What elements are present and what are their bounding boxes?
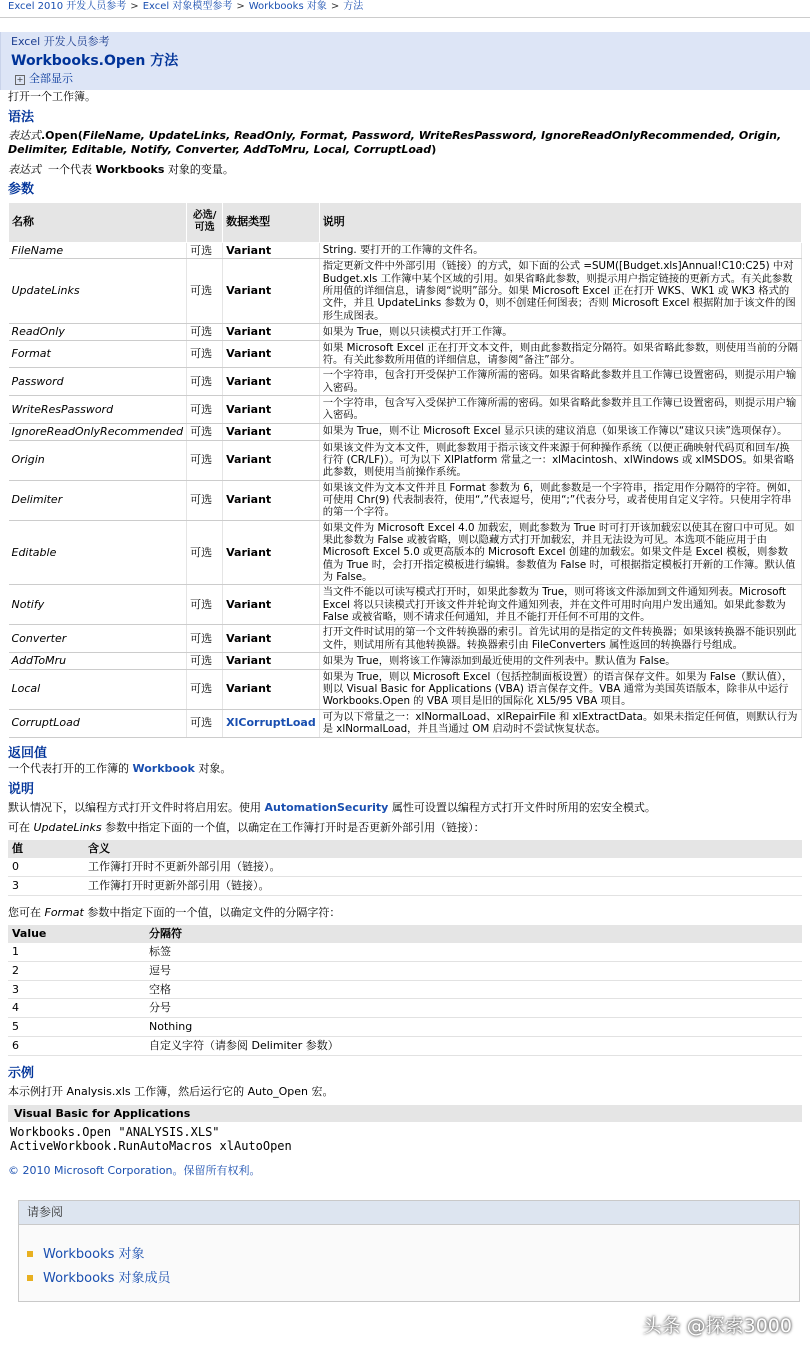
col-name: 名称 xyxy=(9,202,187,242)
value-cell: 3 xyxy=(8,876,84,895)
col-required: 必选/可选 xyxy=(187,202,223,242)
param-description: 指定更新文件中外部引用（链接）的方式，如下面的公式 =SUM([Budget.xls]Annual!C10:C25) 中对 Budget.xls 工作簿中某个区域的引用。如果省略此参数，则提示用户指定链接的更新方式。有关此参数所用值的详细信息，请参阅“说明”部分。如果 Microsoft Excel 正在打开 WKS、WK1 或 WK3 格式的文件，并且 UpdateLinks 参数为 0，则不创建任何图表；否则 Microsoft Excel 根据附加于该文件的图形生成图表。 xyxy=(319,259,801,324)
see-also-list xyxy=(19,1247,799,1302)
param-required: 可选 xyxy=(187,396,223,424)
params-table xyxy=(8,202,802,738)
see-also-item xyxy=(27,1271,799,1287)
copyright-link[interactable]: © 2010 Microsoft Corporation。保留所有权利。 xyxy=(8,1163,261,1177)
see-also-item xyxy=(27,1247,799,1263)
syntax-expr-desc xyxy=(8,163,802,177)
param-required: 可选 xyxy=(187,340,223,368)
param-row xyxy=(9,340,802,368)
expr-label: 表达式 xyxy=(8,162,41,176)
param-type: Variant xyxy=(223,480,320,520)
param-name: Notify xyxy=(9,585,187,625)
param-type: Variant xyxy=(223,669,320,709)
syntax-expr: 表达式 xyxy=(8,129,41,142)
remarks-p1 xyxy=(8,801,802,815)
param-required: 可选 xyxy=(187,709,223,737)
param-description: 一个字符串，包含打开受保护工作簿所需的密码。如果省略此参数并且工作簿已设置密码，则提示用户输入密码。 xyxy=(319,368,801,396)
param-required: 可选 xyxy=(187,585,223,625)
page-header xyxy=(0,32,810,90)
remarks-p2 xyxy=(8,821,802,835)
expand-all-toggle[interactable] xyxy=(15,72,800,86)
meaning-cell: 工作簿打开时不更新外部引用（链接）。 xyxy=(84,858,802,876)
table-row xyxy=(8,999,802,1018)
expr-desc-bold: Workbooks xyxy=(95,162,165,176)
syntax-args: FileName, UpdateLinks, ReadOnly, Format, Password, WriteResPassword, IgnoreReadOnlyRecommended, Origin, Delimiter, Editable, Notify, Converter, AddToMru, Local, CorruptLoad xyxy=(8,129,782,156)
param-type: Variant xyxy=(223,625,320,653)
param-row xyxy=(9,242,802,259)
return-heading: 返回值 xyxy=(8,745,48,761)
table-row xyxy=(8,980,802,999)
remarks-p3-a: 您可在 xyxy=(8,905,45,919)
main-content xyxy=(0,90,810,1178)
value-cell: 0 xyxy=(8,858,84,876)
param-name: FileName xyxy=(9,242,187,259)
meaning-cell: Nothing xyxy=(145,1018,802,1037)
syntax-method: .Open( xyxy=(41,129,83,142)
param-type: Variant xyxy=(223,340,320,368)
page-title: Workbooks.Open 方法 xyxy=(11,52,179,69)
param-description: String. 要打开的工作簿的文件名。 xyxy=(319,242,801,259)
remarks-p3 xyxy=(8,906,802,920)
param-required: 可选 xyxy=(187,368,223,396)
param-name: ReadOnly xyxy=(9,323,187,340)
param-name: Converter xyxy=(9,625,187,653)
value-cell: 1 xyxy=(8,943,145,961)
param-type: Variant xyxy=(223,423,320,440)
workbooks-members-link[interactable]: Workbooks 对象成员 xyxy=(43,1270,171,1286)
param-name: UpdateLinks xyxy=(9,259,187,324)
expr-desc-tail: 对象的变量。 xyxy=(164,162,234,176)
code-block[interactable] xyxy=(10,1126,802,1154)
param-name: Delimiter xyxy=(9,480,187,520)
param-description: 如果 Microsoft Excel 正在打开文本文件，则由此参数指定分隔符。如果省略此参数，则使用当前的分隔符。有关此参数所用值的详细信息，请参阅“备注”部分。 xyxy=(319,340,801,368)
param-name: CorruptLoad xyxy=(9,709,187,737)
syntax-close: ) xyxy=(431,142,437,156)
param-description: 如果该文件为文本文件并且 Format 参数为 6，则此参数是一个字符串，指定用作分隔符的字符。例如，可使用 Chr(9) 代表制表符，使用“,”代表逗号，使用“;”代表分号，或者使用自定义字符。只使用字符串的第一个字符。 xyxy=(319,480,801,520)
param-type: Variant xyxy=(223,520,320,585)
meaning-cell: 空格 xyxy=(145,980,802,999)
remarks-p2-a: 可在 xyxy=(8,820,34,834)
meaning-cell: 标签 xyxy=(145,943,802,961)
param-required: 可选 xyxy=(187,423,223,440)
param-row xyxy=(9,625,802,653)
param-row xyxy=(9,323,802,340)
param-type: Variant xyxy=(223,368,320,396)
table-row xyxy=(8,858,802,876)
example-heading: 示例 xyxy=(8,1065,35,1081)
param-row xyxy=(9,423,802,440)
param-row xyxy=(9,259,802,324)
param-description: 如果为 True，则以只读模式打开工作簿。 xyxy=(319,323,801,340)
meaning-cell: 逗号 xyxy=(145,961,802,980)
code-line: Workbooks.Open "ANALYSIS.XLS" xyxy=(10,1125,220,1140)
breadcrumb-link-methods[interactable]: 方法 xyxy=(343,1,364,12)
intro-text: 打开一个工作簿。 xyxy=(8,90,96,103)
param-row xyxy=(9,669,802,709)
param-required: 可选 xyxy=(187,440,223,480)
remarks-p3-b: 参数中指定下面的一个值，以确定文件的分隔字符： xyxy=(83,905,341,919)
header-subtitle: Excel 开发人员参考 xyxy=(11,35,110,48)
workbook-link[interactable]: Workbook xyxy=(132,761,195,775)
param-type: Variant xyxy=(223,653,320,670)
param-description: 如果文件为 Microsoft Excel 4.0 加载宏，则此参数为 True 时可打开该加载宏以使其在窗口中可见。如果此参数为 False 或被省略，则以隐藏方式打开加载宏，并且无法设为可见。本选项不能应用于由 Microsoft Excel 5.0 或更高版本的 Microsoft Excel 创建的加载宏。如果文件是 Excel 模板，则参数值为 True 时，会打开指定模板进行编辑。参数值为 False 时，可根据指定模板打开新的工作簿。默认值为 False。 xyxy=(319,520,801,585)
example-text: 本示例打开 Analysis.xls 工作簿，然后运行它的 Auto_Open 宏。 xyxy=(8,1084,334,1098)
param-name: AddToMru xyxy=(9,653,187,670)
param-type: Variant xyxy=(223,585,320,625)
param-name: Local xyxy=(9,669,187,709)
breadcrumb xyxy=(0,0,810,18)
param-description: 当文件不能以可读写模式打开时，如果此参数为 True，则可将该文件添加到文件通知列表。Microsoft Excel 将以只读模式打开该文件并轮询文件通知列表，并在文件可用时向用户发出通知。如果此参数为 False 或被省略，则不请求任何通知，并且不能打开任何不可用的文件。 xyxy=(319,585,801,625)
param-name: Origin xyxy=(9,440,187,480)
t2-col-delimiter: 分隔符 xyxy=(145,925,802,943)
param-description: 如果该文件为文本文件，则此参数用于指示该文件来源于何种操作系统（以便正确映射代码页和回车/换行符 (CR/LF)）。可为以下 XlPlatform 常量之一：xlMacintosh、xlWindows 或 xlMSDOS。如果省略此参数，则使用当前操作系统。 xyxy=(319,440,801,480)
meaning-cell: 自定义字符（请参阅 Delimiter 参数） xyxy=(145,1036,802,1055)
param-name: Format xyxy=(9,340,187,368)
code-language-header: Visual Basic for Applications xyxy=(8,1105,802,1123)
col-type: 数据类型 xyxy=(223,202,320,242)
meaning-cell: 分号 xyxy=(145,999,802,1018)
table-row xyxy=(8,943,802,961)
param-type[interactable]: XlCorruptLoad xyxy=(223,709,320,737)
bullet-icon xyxy=(27,1251,33,1257)
remarks-p2-b: 参数中指定下面的一个值，以确定在工作簿打开时是否更新外部引用（链接）： xyxy=(101,820,485,834)
value-cell: 3 xyxy=(8,980,145,999)
breadcrumb-link-dev-ref[interactable]: Excel 2010 开发人员参考 xyxy=(8,1,127,12)
watermark: 头条 @探索3000 xyxy=(642,1315,792,1338)
param-row xyxy=(9,440,802,480)
breadcrumb-separator: > xyxy=(130,1,139,12)
param-required: 可选 xyxy=(187,625,223,653)
param-name: IgnoreReadOnlyRecommended xyxy=(9,423,187,440)
param-type: Variant xyxy=(223,242,320,259)
remarks-p1-a: 默认情况下，以编程方式打开文件时将启用宏。使用 xyxy=(8,800,265,814)
syntax-line xyxy=(8,129,802,157)
param-row xyxy=(9,653,802,670)
param-required: 可选 xyxy=(187,259,223,324)
remarks-p1-b: 属性可设置以编程方式打开文件时所用的宏安全模式。 xyxy=(388,800,656,814)
remarks-p3-i: Format xyxy=(44,905,84,919)
table-row xyxy=(8,876,802,895)
t2-col-value: Value xyxy=(8,925,145,943)
param-description: 如果为 True，则将该工作簿添加到最近使用的文件列表中。默认值为 False。 xyxy=(319,653,801,670)
breadcrumb-separator: > xyxy=(236,1,245,12)
see-also-panel xyxy=(18,1200,800,1303)
param-row xyxy=(9,368,802,396)
value-cell: 5 xyxy=(8,1018,145,1037)
expr-desc-text: 一个代表 xyxy=(48,162,96,176)
param-required: 可选 xyxy=(187,669,223,709)
table-row xyxy=(8,961,802,980)
breadcrumb-separator: > xyxy=(330,1,340,12)
col-desc: 说明 xyxy=(319,202,801,242)
automation-security-link[interactable]: AutomationSecurity xyxy=(264,800,389,814)
params-heading: 参数 xyxy=(8,182,35,198)
t1-col-meaning: 含义 xyxy=(84,840,802,858)
value-cell: 6 xyxy=(8,1036,145,1055)
param-row xyxy=(9,480,802,520)
param-name: Editable xyxy=(9,520,187,585)
return-text xyxy=(8,762,802,776)
param-row xyxy=(9,520,802,585)
param-description: 如果为 True，则以 Microsoft Excel（包括控制面板设置）的语言保存文件。如果为 False（默认值），则以 Visual Basic for Applications (VBA) 语言保存文件。VBA 通常为美国英语版本，除非从中运行 Workbooks.Open 的 VBA 项目是旧的国际化 XL5/95 VBA 项目。 xyxy=(319,669,801,709)
param-type: Variant xyxy=(223,323,320,340)
param-type: Variant xyxy=(223,440,320,480)
breadcrumb-link-object-model[interactable]: Excel 对象模型参考 xyxy=(142,1,233,12)
updatelinks-table xyxy=(8,840,802,895)
value-cell: 4 xyxy=(8,999,145,1018)
return-text-b: 对象。 xyxy=(194,761,232,775)
table-row xyxy=(8,1018,802,1037)
param-type: Variant xyxy=(223,259,320,324)
param-name: WriteResPassword xyxy=(9,396,187,424)
see-also-heading: 请参阅 xyxy=(19,1201,799,1225)
param-description: 打开文件时试用的第一个文件转换器的索引。首先试用的是指定的文件转换器；如果该转换器不能识别此文件，则试用所有其他转换器。转换器索引由 FileConverters 属性返回的转换器行号组成。 xyxy=(319,625,801,653)
table-row xyxy=(8,1036,802,1055)
param-name: Password xyxy=(9,368,187,396)
breadcrumb-link-workbooks[interactable]: Workbooks 对象 xyxy=(248,1,327,12)
plus-box-icon: + xyxy=(16,75,24,85)
param-description: 一个字符串，包含写入受保护工作簿所需的密码。如果省略此参数并且工作簿已设置密码，则提示用户输入密码。 xyxy=(319,396,801,424)
param-description: 如果为 True，则不让 Microsoft Excel 显示只读的建议消息（如果该工作簿以“建议只读”选项保存）。 xyxy=(319,423,801,440)
syntax-heading: 语法 xyxy=(8,109,35,125)
param-required: 可选 xyxy=(187,323,223,340)
meaning-cell: 工作簿打开时更新外部引用（链接）。 xyxy=(84,876,802,895)
param-row xyxy=(9,396,802,424)
param-required: 可选 xyxy=(187,653,223,670)
return-text-a: 一个代表打开的工作簿的 xyxy=(8,761,133,775)
remarks-heading: 说明 xyxy=(8,781,35,797)
t1-col-value: 值 xyxy=(8,840,84,858)
param-required: 可选 xyxy=(187,480,223,520)
param-required: 可选 xyxy=(187,520,223,585)
workbooks-object-link[interactable]: Workbooks 对象 xyxy=(43,1246,145,1262)
param-row xyxy=(9,585,802,625)
bullet-icon xyxy=(27,1275,33,1281)
param-type: Variant xyxy=(223,396,320,424)
code-line: ActiveWorkbook.RunAutoMacros xlAutoOpen xyxy=(10,1139,292,1154)
format-table xyxy=(8,925,802,1055)
param-required: 可选 xyxy=(187,242,223,259)
param-row xyxy=(9,709,802,737)
param-description: 可为以下常量之一：xlNormalLoad、xlRepairFile 和 xlExtractData。如果未指定任何值，则默认行为是 xlNormalLoad，并且当通过 OM 启动时不尝试恢复状态。 xyxy=(319,709,801,737)
remarks-p2-i: UpdateLinks xyxy=(33,820,102,834)
value-cell: 2 xyxy=(8,961,145,980)
expand-all-label: 全部显示 xyxy=(29,72,73,86)
